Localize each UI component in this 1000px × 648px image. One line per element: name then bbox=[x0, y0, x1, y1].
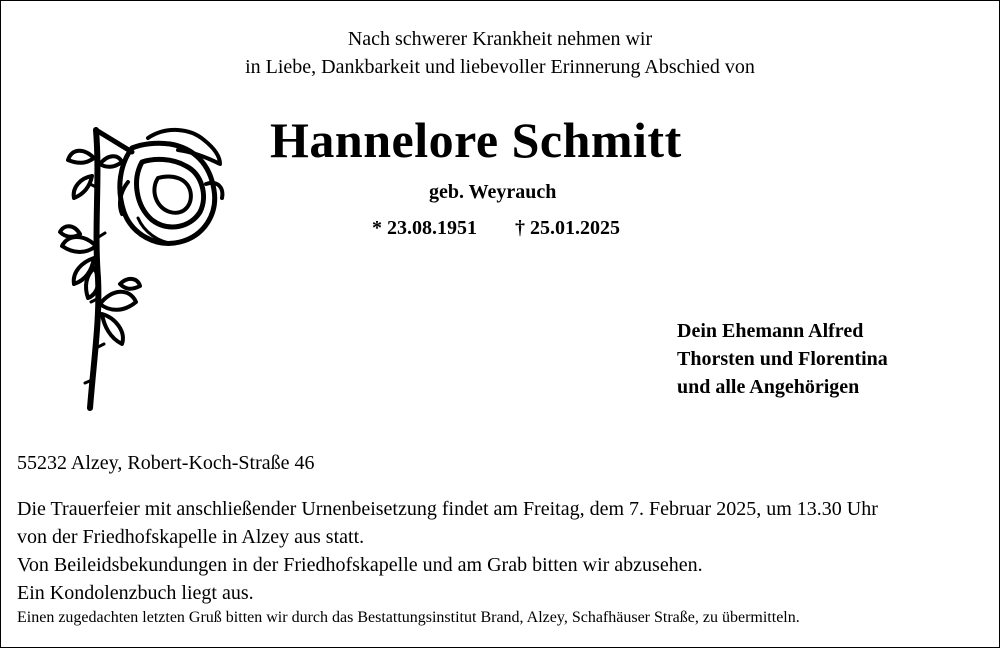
birth-date: * 23.08.1951 bbox=[372, 217, 477, 239]
mourner-line: Thorsten und Florentina bbox=[677, 348, 888, 370]
death-date: † 25.01.2025 bbox=[515, 217, 620, 239]
intro-line-2: in Liebe, Dankbarkeit und liebevoller Erinnerung Abschied von bbox=[245, 56, 755, 78]
birth-name: geb. Weyrauch bbox=[429, 181, 557, 203]
mourner-line: und alle Angehörigen bbox=[677, 376, 860, 398]
deceased-name: Hannelore Schmitt bbox=[270, 112, 682, 168]
address: 55232 Alzey, Robert-Koch-Straße 46 bbox=[17, 452, 315, 474]
detail-line: Die Trauerfeier mit anschließender Urnenbeisetzung findet am Freitag, dem 7. Februar 2025, um 13.30 Uhr bbox=[17, 498, 878, 520]
detail-line: Von Beileidsbekundungen in der Friedhofskapelle und am Grab bitten wir abzusehen. bbox=[17, 554, 703, 576]
intro-line-1: Nach schwerer Krankheit nehmen wir bbox=[347, 28, 653, 50]
detail-line: Ein Kondolenzbuch liegt aus. bbox=[17, 582, 254, 604]
rose-icon bbox=[28, 118, 228, 413]
detail-line: von der Friedhofskapelle in Alzey aus statt. bbox=[17, 526, 365, 548]
mourner-line: Dein Ehemann Alfred bbox=[677, 320, 864, 342]
footer-note: Einen zugedachten letzten Gruß bitten wir durch das Bestattungsinstitut Brand, Alzey, Schafhäuser Straße, zu übermitteln. bbox=[17, 609, 800, 626]
